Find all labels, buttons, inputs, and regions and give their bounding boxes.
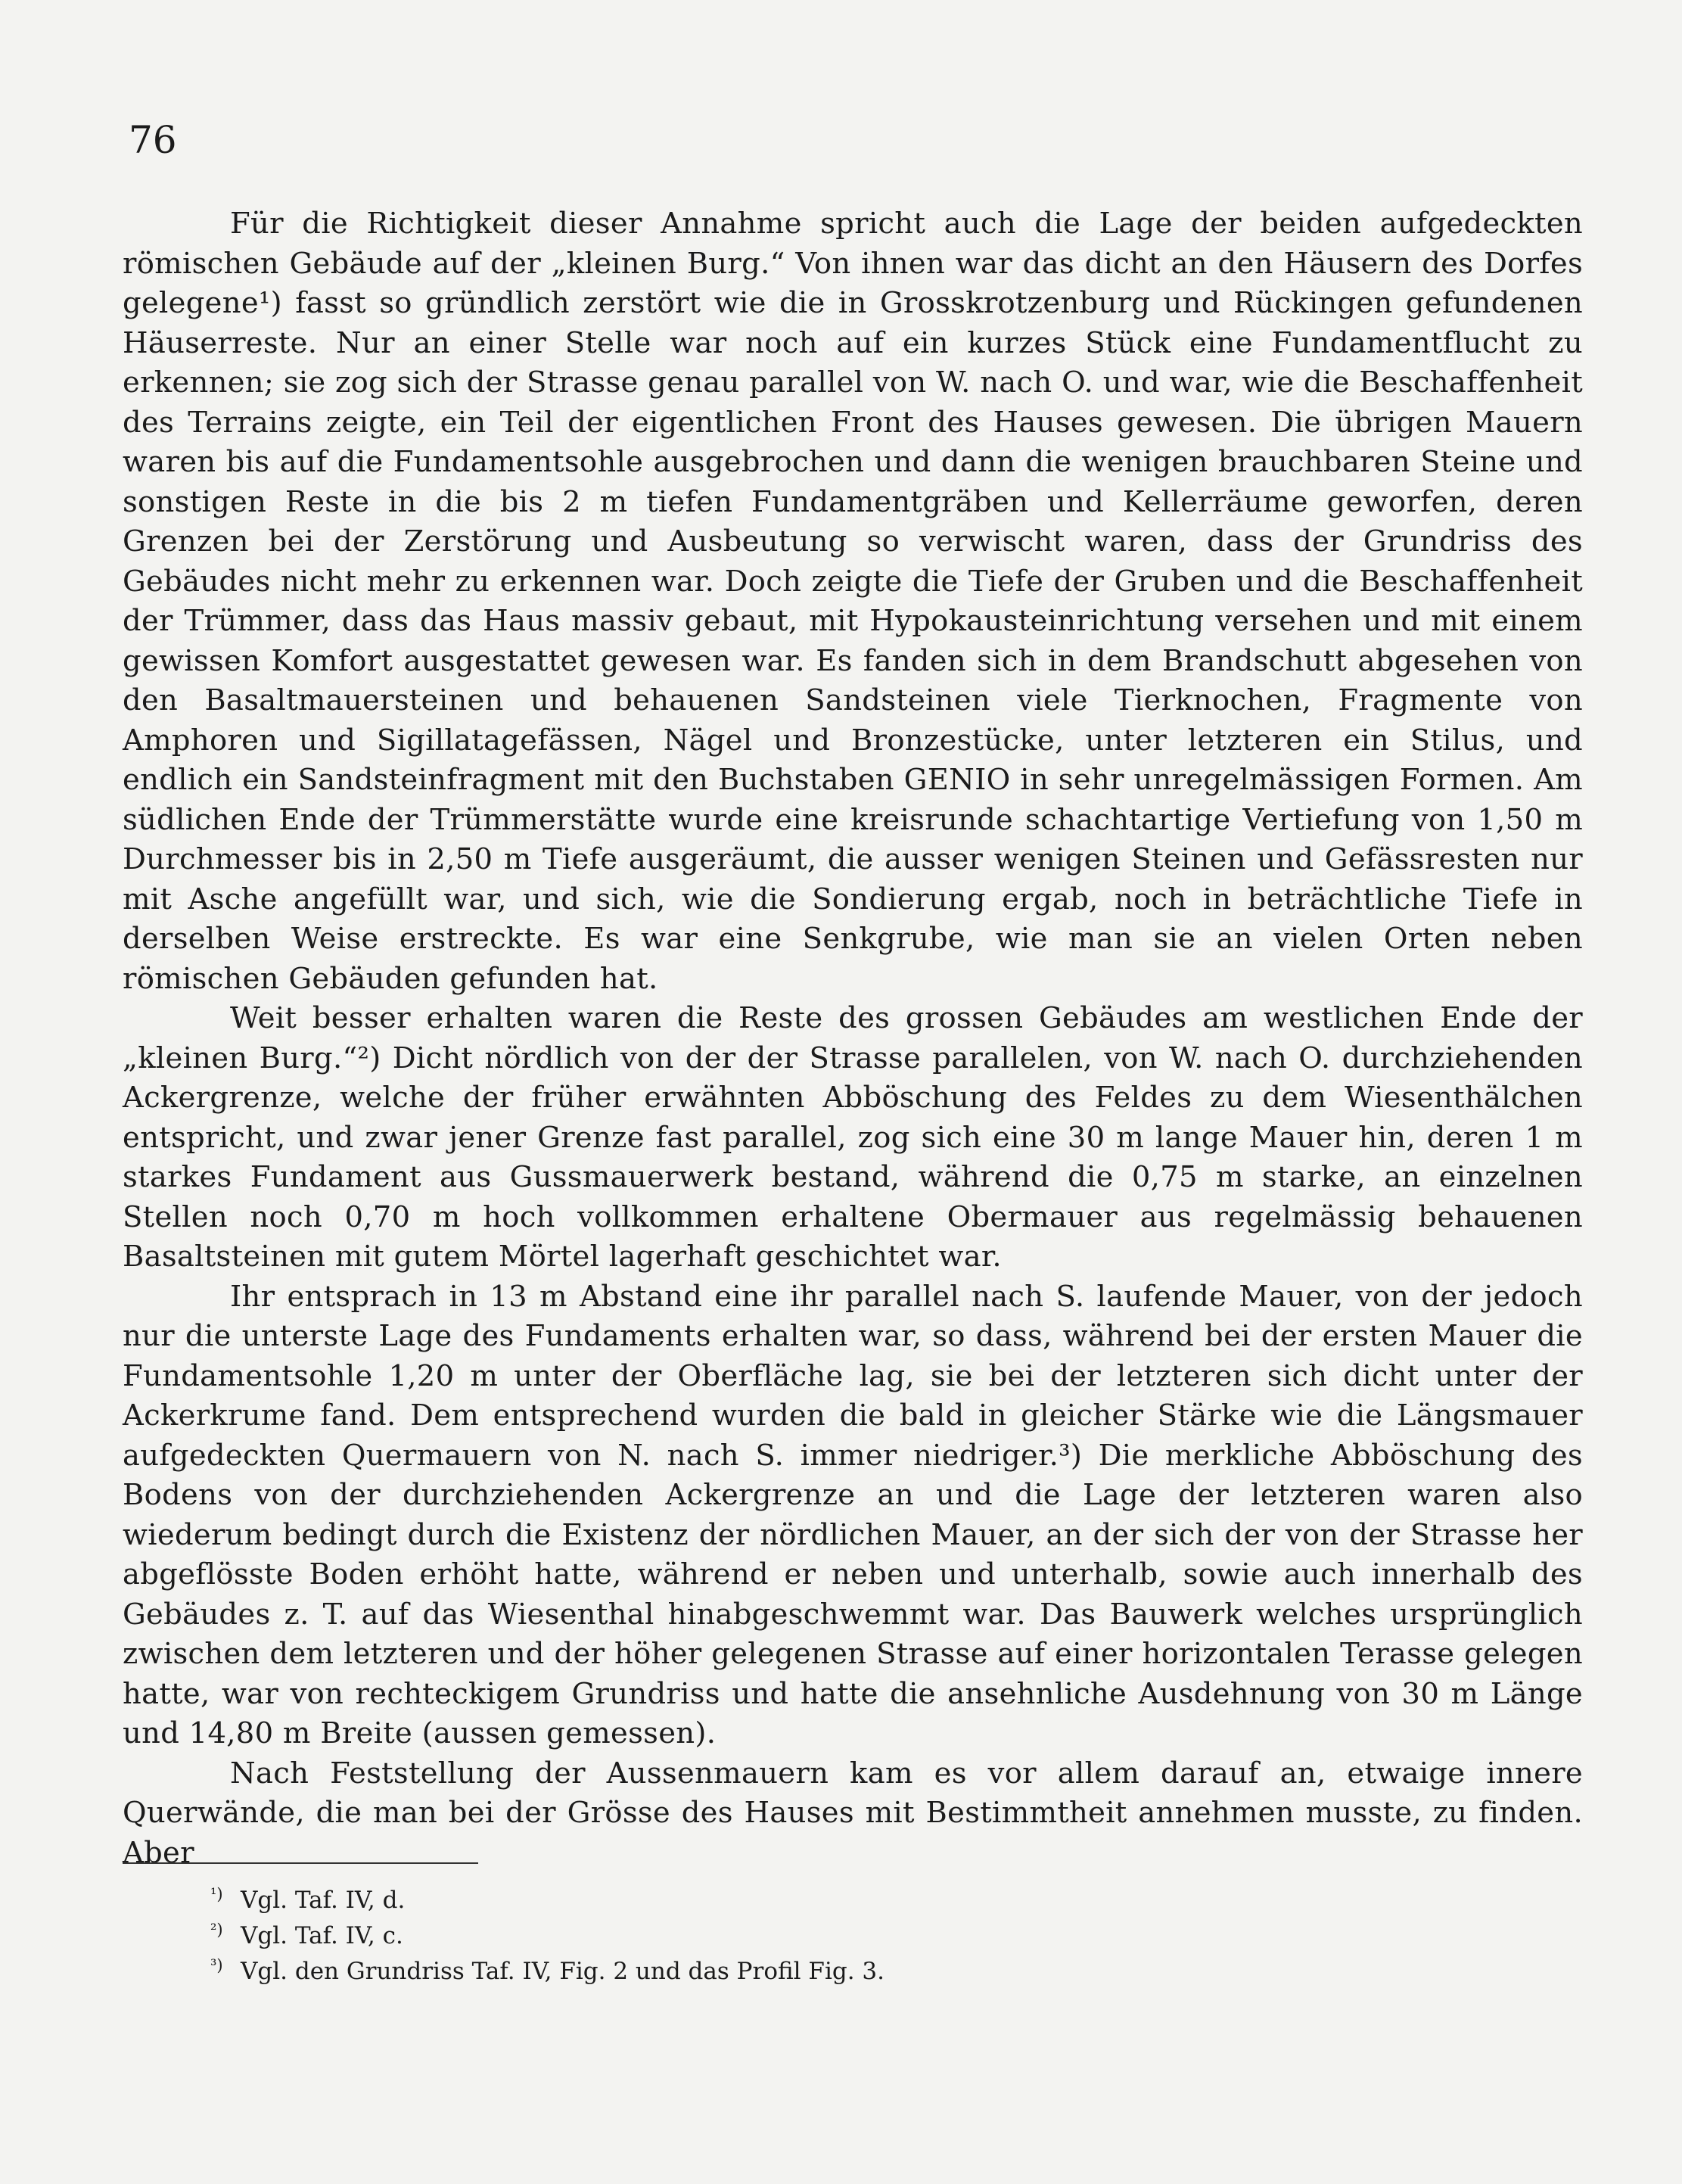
paragraph-3: Ihr entsprach in 13 m Abstand eine ihr parallel nach S. laufende Mauer, von der jedoch nur die unterste Lage des Fundaments erhalten war, so dass, während bei der ersten Mauer die Fundamentsohle 1,20 m unter der Oberfläche lag, sie bei der letzteren sich dicht unter der Ackerkrume fand. Dem entsprechend wurden die bald in gleicher Stärke wie die Längsmauer aufgedeckten Quermauern von N. nach S. immer niedriger.³) Die merkliche Abböschung des Bodens von der durchziehenden Ackergrenze an und die Lage der letzteren waren also wiederum bedingt durch die Existenz der nördlichen Mauer, an der sich der von der Strasse her abgeflösste Boden erhöht hatte, während er neben und unterhalb, sowie auch innerhalb des Gebäudes z. T. auf das Wiesenthal hinabgeschwemmt war. Das Bauwerk welches ursprünglich zwischen dem letzteren und der höher gelegenen Strasse auf einer horizontalen Terasse gelegen hatte, war von rechteckigem Grundriss und hatte die ansehnliche Ausdehnung von 30 m Länge und 14,80 m Breite (aussen gemessen). [123, 1279, 1583, 1750]
paragraph-1: Für die Richtigkeit dieser Annahme spricht auch die Lage der beiden aufgedeckten römischen Gebäude auf der „kleinen Burg.“ Von ihnen war das dicht an den Häusern des Dorfes gelegene¹) fasst so gründlich zerstört wie die in Grosskrotzenburg und Rückingen gefundenen Häuserreste. Nur an einer Stelle war noch auf ein kurzes Stück eine Fundamentflucht zu erkennen; sie zog sich der Strasse genau parallel von W. nach O. und war, wie die Beschaffenheit des Terrains zeigte, ein Teil der eigentlichen Front des Hauses gewesen. Die übrigen Mauern waren bis auf die Fundamentsohle ausgebrochen und dann die wenigen brauchbaren Steine und sonstigen Reste in die bis 2 m tiefen Fundamentgräben und Kellerräume geworfen, deren Grenzen bei der Zerstörung und Ausbeutung so verwischt waren, dass der Grundriss des Gebäudes nicht mehr zu erkennen war. Doch zeigte die Tiefe der Gruben und die Beschaffenheit der Trümmer, dass das Haus massiv gebaut, mit Hypokausteinrichtung versehen und mit einem gewissen Komfort ausgestattet gewesen war. Es fanden sich in dem Brandschutt abgesehen von den Basaltmauersteinen und behauenen Sandsteinen viele Tierknochen, Fragmente von Amphoren und Sigillatagefässen, Nägel und Bronzestücke, unter letzteren ein Stilus, und endlich ein Sandsteinfragment mit den Buchstaben GENIO in sehr unregelmässigen Formen. Am südlichen Ende der Trümmerstätte wurde eine kreisrunde schachtartige Vertiefung von 1,50 m Durchmesser bis in 2,50 m Tiefe ausgeräumt, die ausser wenigen Steinen und Gefässresten nur mit Asche angefüllt war, und sich, wie die Sondierung ergab, noch in beträchtliche Tiefe in derselben Weise erstreckte. Es war eine Senkgrube, wie man sie an vielen Orten neben römischen Gebäuden gefunden hat. [123, 207, 1583, 996]
paragraph-4: Nach Feststellung der Aussenmauern kam es vor allem darauf an, etwaige innere Querwände, die man bei der Grösse des Hauses mit Bestimmtheit annehmen musste, zu finden. Aber [123, 1756, 1583, 1870]
page-number: 76 [129, 118, 177, 162]
footnote-1: ¹) Vgl. Taf. IV, d. [210, 1884, 406, 1914]
footnote-divider [123, 1862, 478, 1864]
footnote-3: ³) Vgl. den Grundriss Taf. IV, Fig. 2 und das Profil Fig. 3. [210, 1955, 885, 1985]
footnote-3-text: Vgl. den Grundriss Taf. IV, Fig. 2 und das Profil Fig. 3. [241, 1958, 885, 1985]
footnote-2: ²) Vgl. Taf. IV, c. [210, 1920, 403, 1949]
footnotes [210, 1883, 885, 1990]
footnote-2-text: Vgl. Taf. IV, c. [241, 1922, 403, 1949]
paragraph-2: Weit besser erhalten waren die Reste des grossen Gebäudes am westlichen Ende der „kleinen Burg.“²) Dicht nördlich von der der Strasse parallelen, von W. nach O. durchziehenden Ackergrenze, welche der früher erwähnten Abböschung des Feldes zu dem Wiesenthälchen entspricht, und zwar jener Grenze fast parallel, zog sich eine 30 m lange Mauer hin, deren 1 m starkes Fundament aus Gussmauerwerk bestand, während die 0,75 m starke, an einzelnen Stellen noch 0,70 m hoch vollkommen erhaltene Obermauer aus regelmässig behauenen Basaltsteinen mit gutem Mörtel lagerhaft geschichtet war. [123, 1001, 1583, 1274]
footnote-1-text: Vgl. Taf. IV, d. [241, 1887, 406, 1914]
body-text [123, 204, 1583, 1873]
